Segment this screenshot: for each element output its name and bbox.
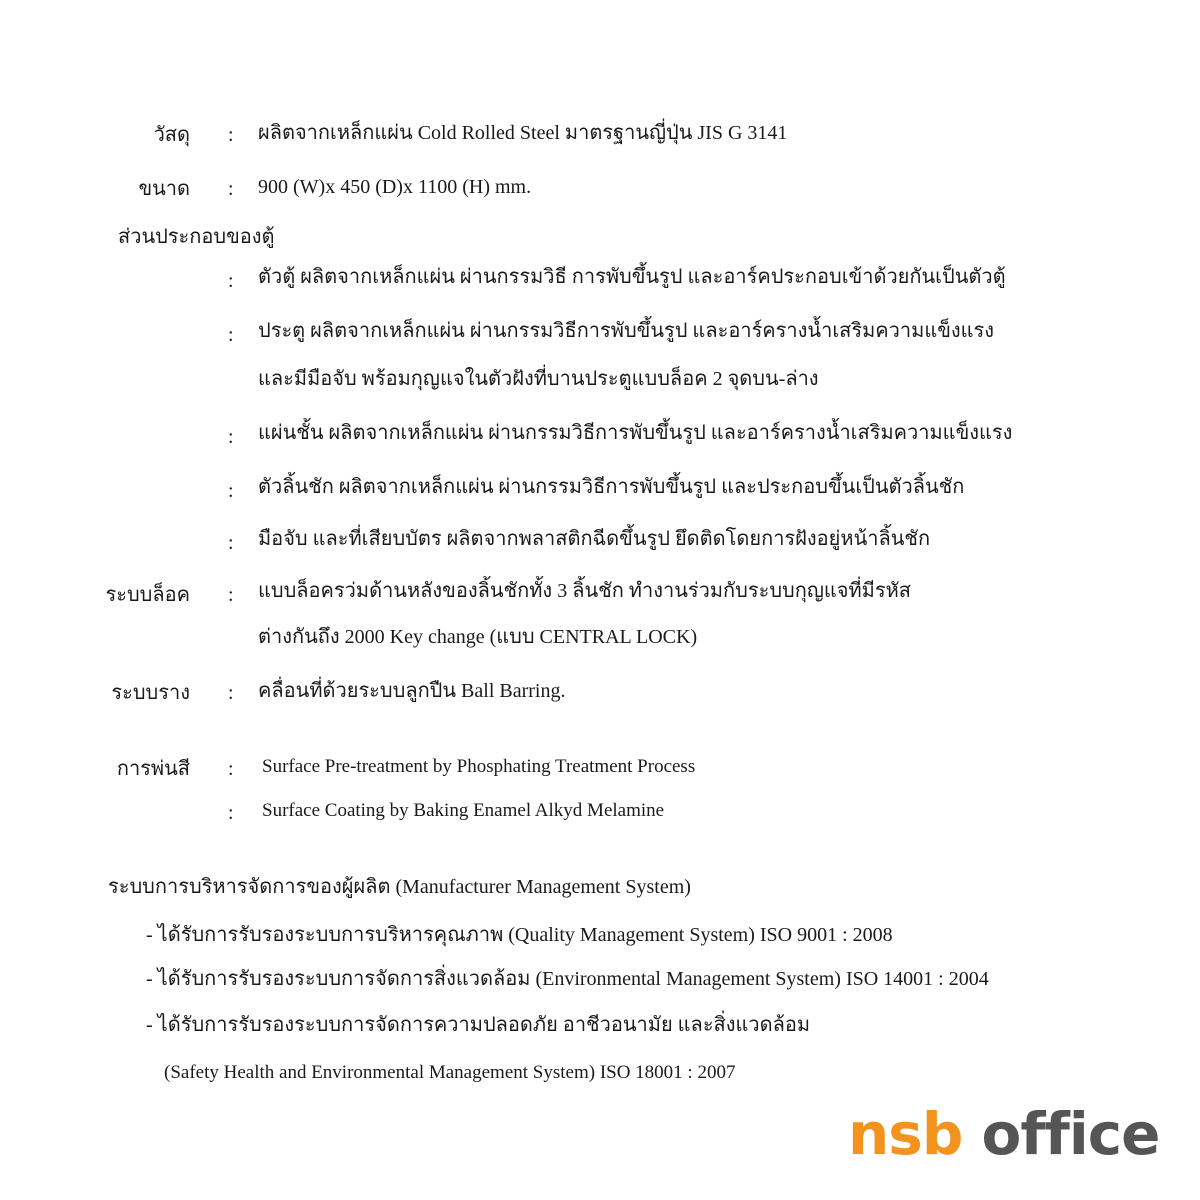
lock-label: ระบบล็อค bbox=[105, 584, 190, 606]
lock-line: ต่างกันถึง 2000 Key change (แบบ CENTRAL LOCK) bbox=[258, 626, 698, 648]
paint-label: การพ่นสี bbox=[116, 758, 190, 780]
size-value: 900 (W)x 450 (D)x 1100 (H) mm. bbox=[258, 176, 532, 198]
material-label: วัสดุ bbox=[153, 124, 190, 146]
component-item: มือจับ และที่เสียบบัตร ผลิตจากพลาสติกฉีดขึ้นรูป ยึดติดโดยการฝังอยู่หน้าลิ้นชัก bbox=[258, 528, 931, 550]
component-item: ตัวลิ้นชัก ผลิตจากเหล็กแผ่น ผ่านกรรมวิธีการพับขึ้นรูป และประกอบขึ้นเป็นตัวลิ้นชัก bbox=[258, 476, 965, 498]
logo-office: office bbox=[962, 1100, 1160, 1168]
logo-nsb: nsb bbox=[848, 1100, 963, 1168]
management-item-continued: (Safety Health and Environmental Management System) ISO 18001 : 2007 bbox=[164, 1062, 736, 1083]
material-value: ผลิตจากเหล็กแผ่น Cold Rolled Steel มาตรฐานญี่ปุ่น JIS G 3141 bbox=[258, 122, 788, 144]
management-item: - ได้รับการรับรองระบบการจัดการสิ่งแวดล้อม (Environmental Management System) ISO 14001 : 2004 bbox=[146, 968, 989, 990]
size-label: ขนาด bbox=[138, 178, 190, 200]
management-item: - ได้รับการรับรองระบบการจัดการความปลอดภัย อาชีวอนามัย และสิ่งแวดล้อม bbox=[146, 1014, 811, 1036]
management-heading: ระบบการบริหารจัดการของผู้ผลิต (Manufacturer Management System) bbox=[108, 876, 691, 898]
paint-line: Surface Pre-treatment by Phosphating Treatment Process bbox=[262, 756, 696, 777]
rail-label: ระบบราง bbox=[111, 682, 190, 704]
components-heading: ส่วนประกอบของตู้ bbox=[118, 226, 275, 248]
paint-line: Surface Coating by Baking Enamel Alkyd Melamine bbox=[262, 800, 665, 821]
colon: : bbox=[228, 124, 234, 146]
colon: : bbox=[228, 270, 234, 292]
component-item: ประตู ผลิตจากเหล็กแผ่น ผ่านกรรมวิธีการพับขึ้นรูป และอาร์ครางน้ำเสริมความแข็งแรง bbox=[258, 320, 995, 342]
management-item: - ได้รับการรับรองระบบการบริหารคุณภาพ (Quality Management System) ISO 9001 : 2008 bbox=[146, 924, 893, 946]
colon: : bbox=[228, 426, 234, 448]
component-item-continued: และมีมือจับ พร้อมกุญแจในตัวฝังที่บานประตูแบบล็อค 2 จุดบน-ล่าง bbox=[258, 368, 819, 390]
colon: : bbox=[228, 178, 234, 200]
component-item: แผ่นชั้น ผลิตจากเหล็กแผ่น ผ่านกรรมวิธีการพับขึ้นรูป และอาร์ครางน้ำเสริมความแข็งแรง bbox=[258, 422, 1013, 444]
colon: : bbox=[228, 480, 234, 502]
component-item: ตัวตู้ ผลิตจากเหล็กแผ่น ผ่านกรรมวิธี การพับขึ้นรูป และอาร์คประกอบเข้าด้วยกันเป็นตัวตู้ bbox=[258, 266, 1006, 288]
lock-line: แบบล็อครว่มด้านหลังของลิ้นชักทั้ง 3 ลิ้นชัก ทำงานร่วมกับระบบกุญแจที่มีรหัส bbox=[258, 580, 911, 602]
colon: : bbox=[228, 682, 234, 704]
colon: : bbox=[228, 324, 234, 346]
colon: : bbox=[228, 584, 234, 606]
colon: : bbox=[228, 802, 234, 824]
nsb-office-logo bbox=[848, 1098, 1168, 1170]
colon: : bbox=[228, 532, 234, 554]
rail-value: คลื่อนที่ด้วยระบบลูกปืน Ball Barring. bbox=[258, 680, 566, 702]
colon: : bbox=[228, 758, 234, 780]
